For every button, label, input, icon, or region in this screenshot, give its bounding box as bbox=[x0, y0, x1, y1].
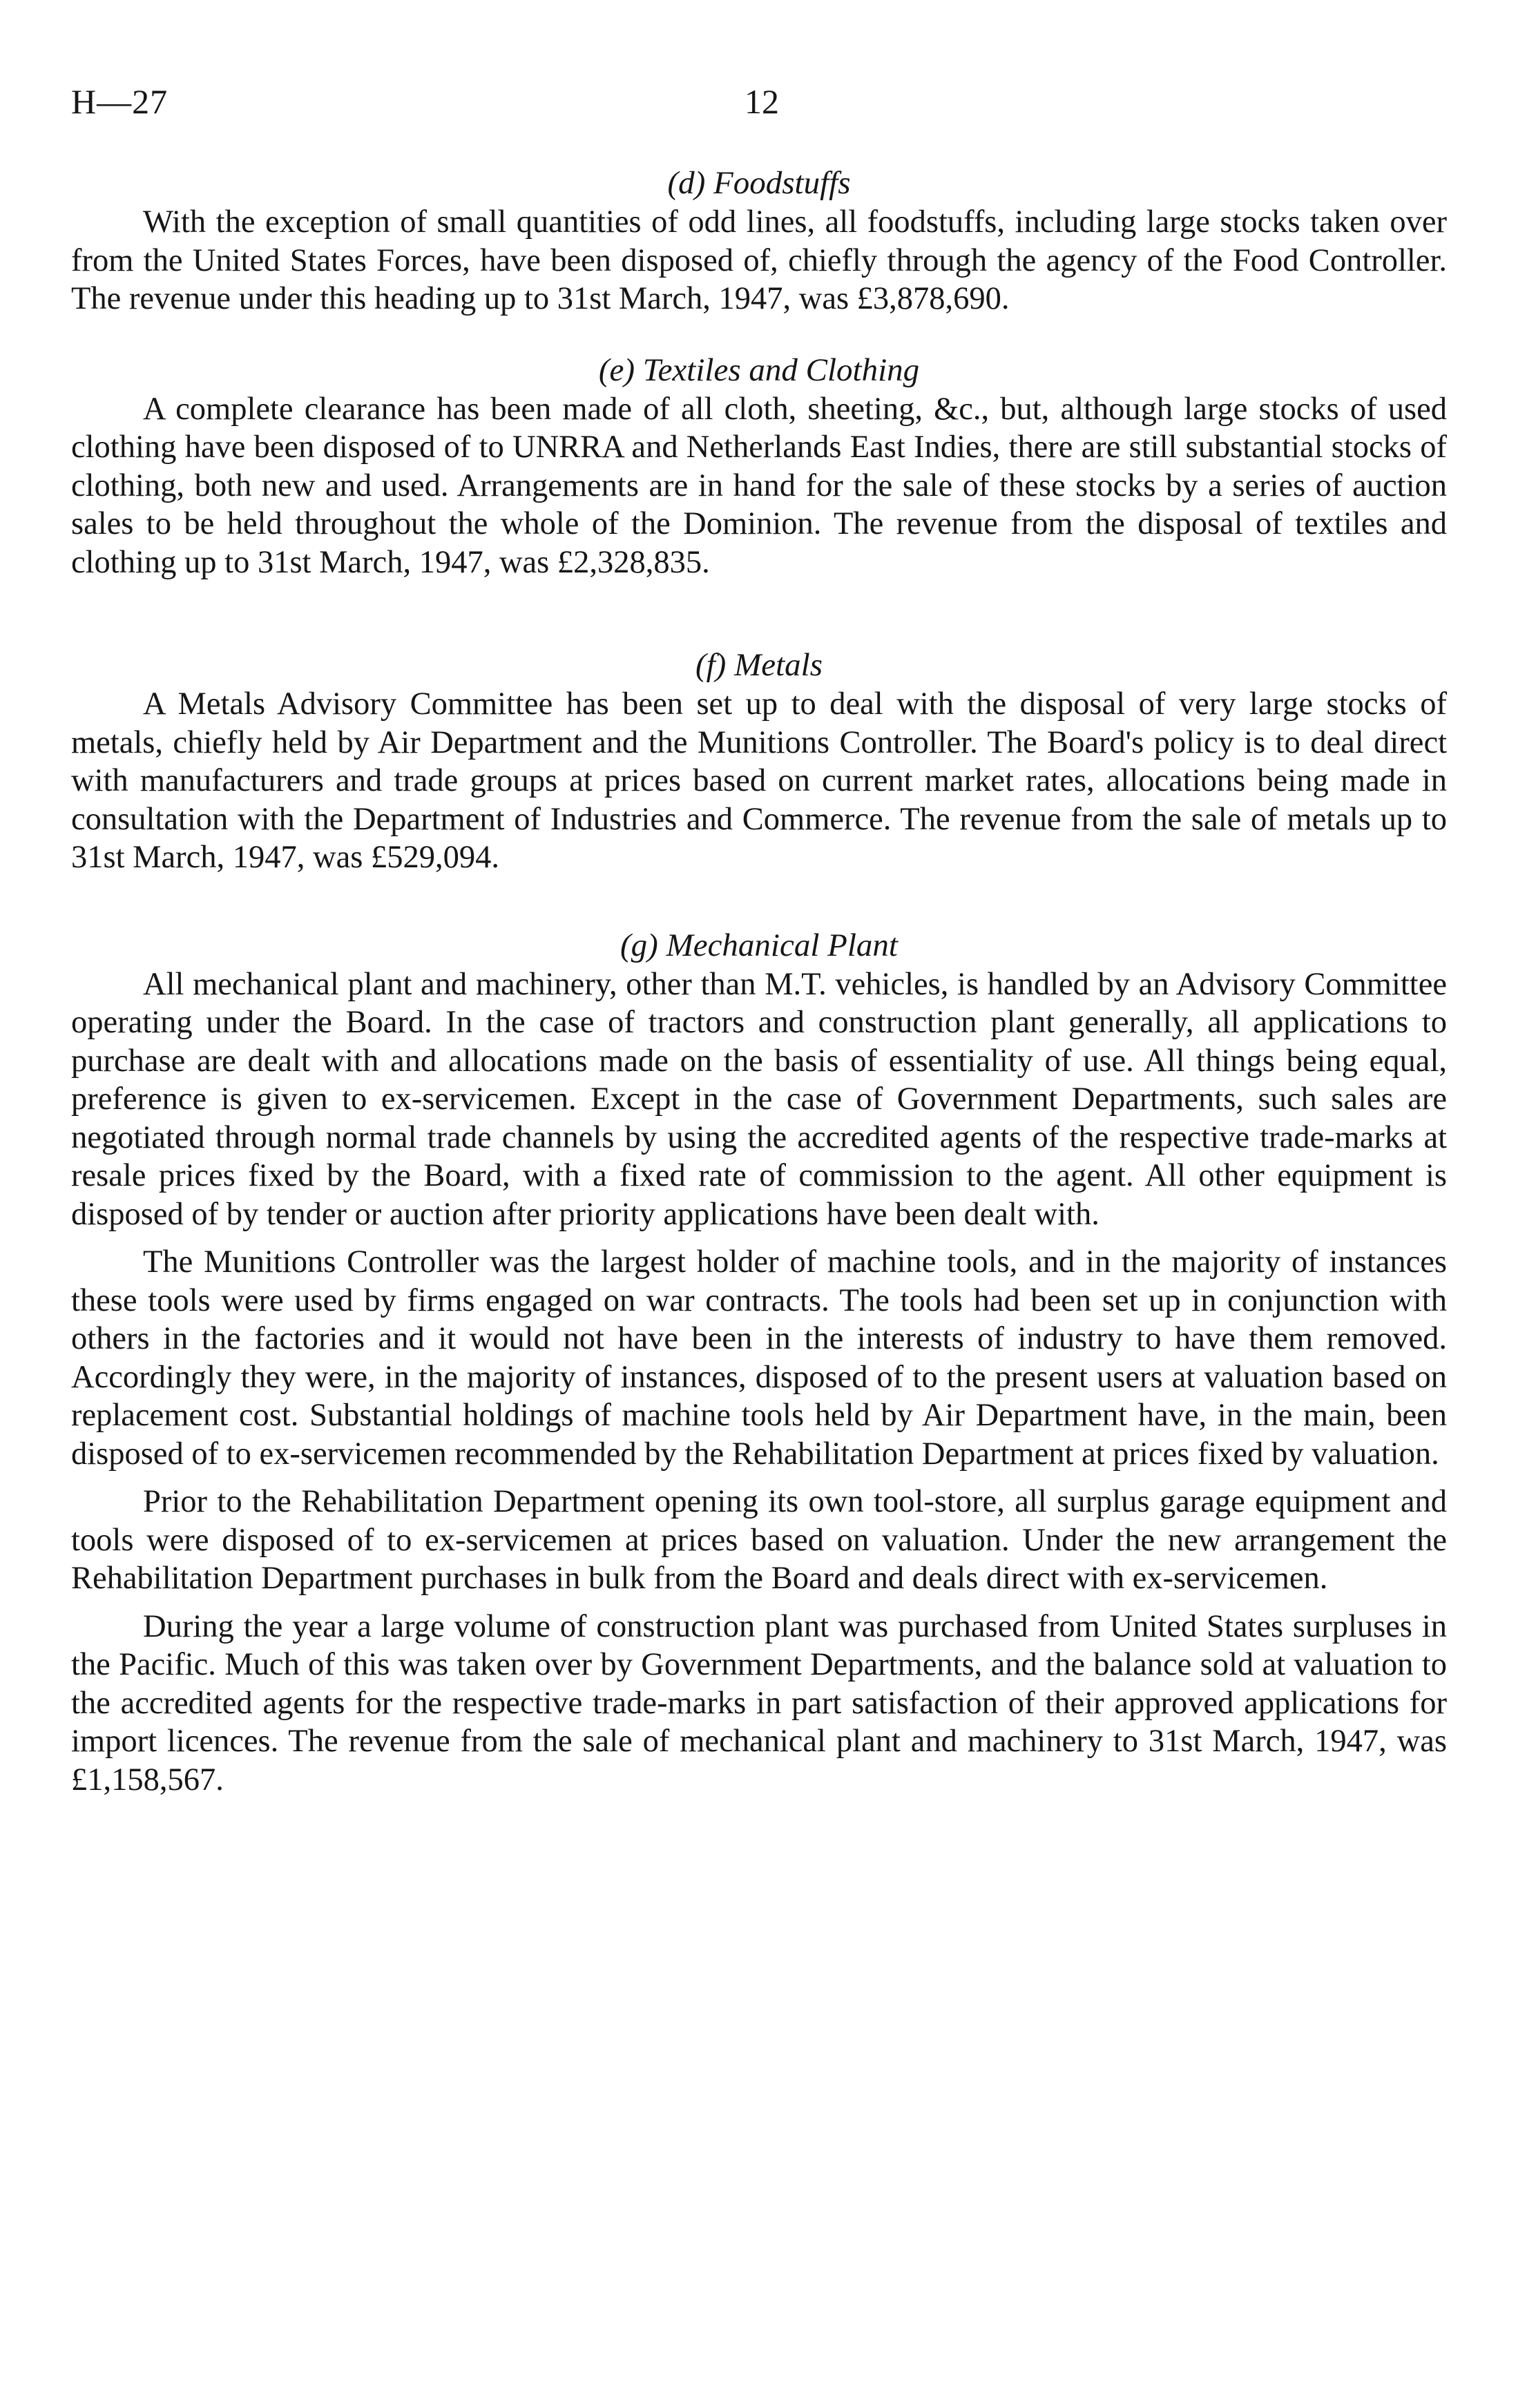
section-title: Textiles and Clothing bbox=[642, 351, 920, 388]
paragraph: During the year a large volume of construction plant was purchased from United States surpluses in the Pacific. Much of this was taken over by Government Departments, and the balance sold at valuation to the accredited agents for the respective trade-marks in part satisfaction of their approved applications for import licences. The revenue from the sale of mechanical plant and machinery to 31st March, 1947, was £1,158,567. bbox=[71, 1608, 1447, 1798]
section-heading bbox=[71, 350, 1447, 390]
section-letter: (d) bbox=[667, 165, 706, 201]
paragraph: Prior to the Rehabilitation Department opening its own tool-store, all surplus garage equipment and tools were disposed of to ex-servicemen at prices based on valuation. Under the new arrangement the Rehabilitation Department purchases in bulk from the Board and deals direct with ex-servicemen. bbox=[71, 1484, 1447, 1596]
section-letter: (f) bbox=[695, 647, 727, 683]
section-title: Metals bbox=[734, 647, 823, 683]
section-textiles-and-clothing bbox=[71, 350, 1447, 582]
page-number: 12 bbox=[745, 82, 779, 121]
paragraph: A Metals Advisory Committee has been set up to deal with the disposal of very large stocks of metals, chiefly held by Air Department and the Munitions Controller. The Board's policy is to deal direct with manufacturers and trade groups at prices based on current market rates, allocations being made in consultation with the Department of Industries and Commerce. The revenue from the sale of metals up to 31st March, 1947, was £529,094. bbox=[71, 686, 1447, 875]
section-heading bbox=[71, 645, 1447, 685]
paragraph: With the exception of small quantities of odd lines, all foodstuffs, including large stocks taken over from the United States Forces, have been disposed of, chiefly through the agency of the Food Controller. The revenue under this heading up to 31st March, 1947, was £3,878,690. bbox=[71, 204, 1447, 316]
section-heading bbox=[71, 925, 1447, 965]
paragraph: The Munitions Controller was the largest holder of machine tools, and in the majority of instances these tools were used by firms engaged on war contracts. The tools had been set up in conjunction with others in the factories and it would not have been in the interests of industry to have them removed. Accordingly they were, in the majority of instances, disposed of to the present users at valuation based on replacement cost. Substantial holdings of machine tools held by Air Department have, in the main, been disposed of to ex-servicemen recommended by the Rehabilitation Department at prices fixed by valuation. bbox=[71, 1244, 1447, 1472]
section-title: Mechanical Plant bbox=[666, 927, 898, 963]
section-metals bbox=[71, 645, 1447, 877]
section-mechanical-plant bbox=[71, 925, 1447, 1800]
section-title: Foodstuffs bbox=[713, 165, 851, 201]
section-heading bbox=[71, 163, 1447, 203]
section-foodstuffs bbox=[71, 163, 1447, 318]
paragraph: All mechanical plant and machinery, other than M.T. vehicles, is handled by an Advisory Committee operating under the Board. In the case of tractors and construction plant generally, all applications to purchase are dealt with and allocations made on the basis of essentiality of use. All things being equal, preference is given to ex-servicemen. Except in the case of Government Departments, such sales are negotiated through normal trade channels by using the accredited agents of the respective trade-marks at resale prices fixed by the Board, with a fixed rate of commission to the agent. All other equipment is disposed of by tender or auction after priority applications have been dealt with. bbox=[71, 966, 1447, 1232]
paragraph: A complete clearance has been made of all cloth, sheeting, &c., but, although large stocks of used clothing have been disposed of to UNRRA and Netherlands East Indies, there are still substantial stocks of clothing, both new and used. Arrangements are in hand for the sale of these stocks by a series of auction sales to be held throughout the whole of the Dominion. The revenue from the disposal of textiles and clothing up to 31st March, 1947, was £2,328,835. bbox=[71, 391, 1447, 580]
document-body bbox=[71, 163, 1447, 1799]
document-code: H—27 bbox=[71, 82, 169, 121]
section-letter: (e) bbox=[598, 351, 635, 388]
section-letter: (g) bbox=[620, 927, 658, 963]
